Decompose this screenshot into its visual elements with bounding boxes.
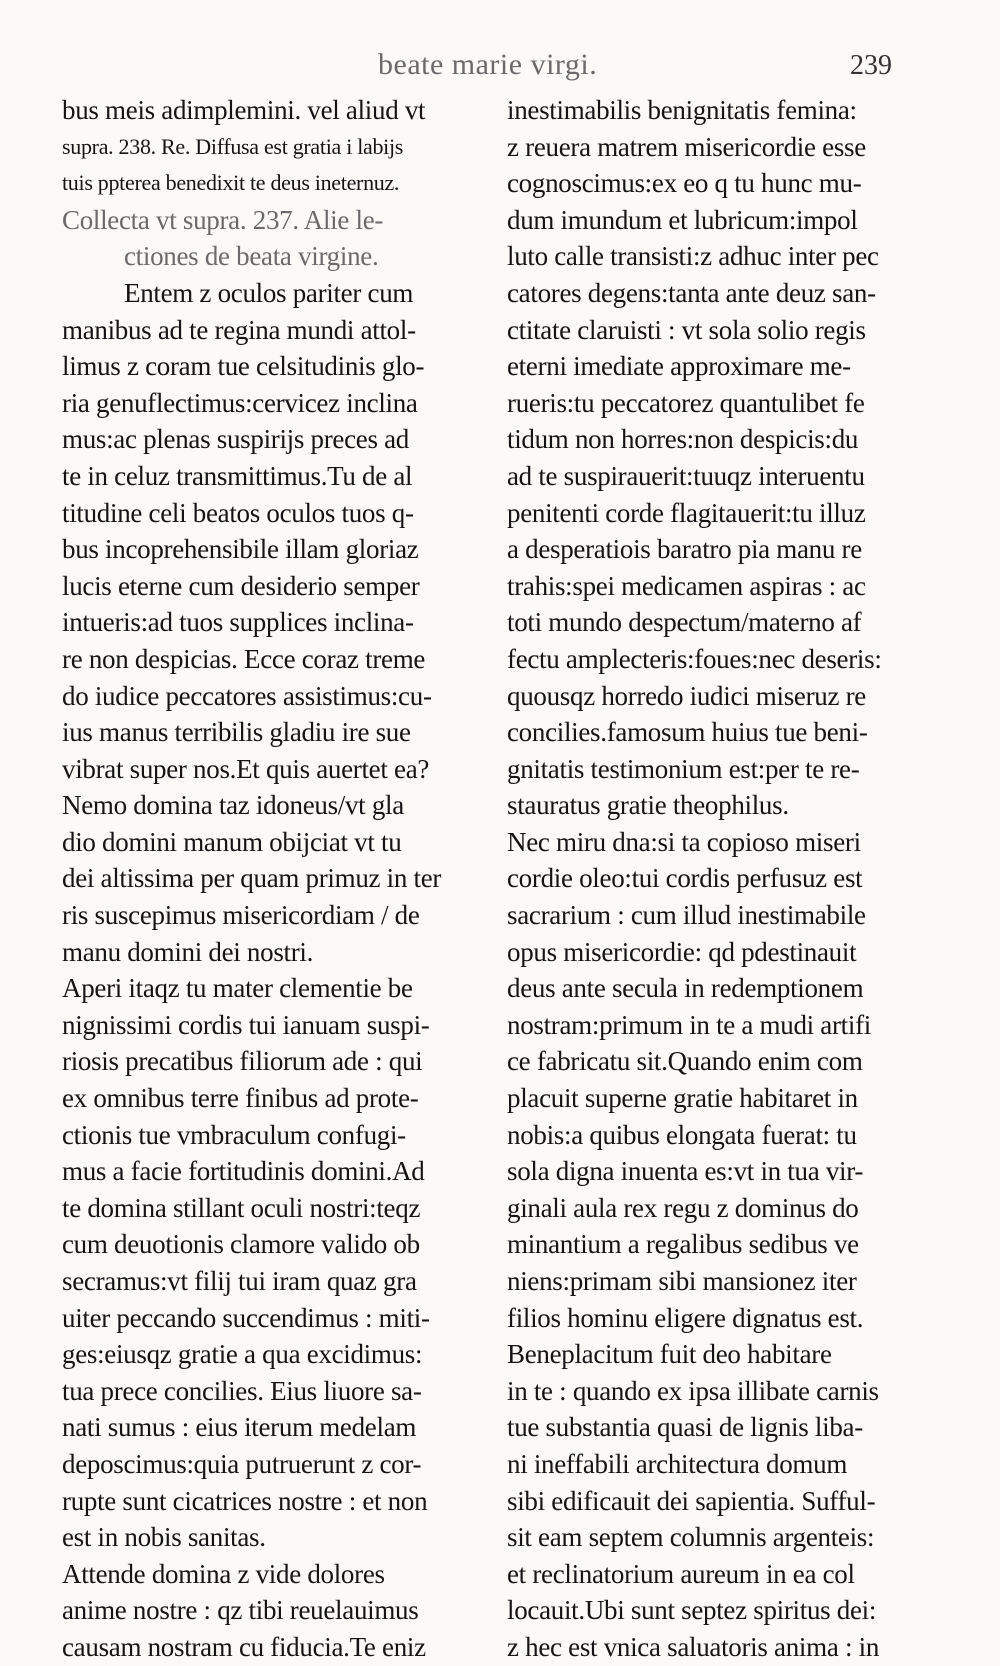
- text-line: minantium a regalibus sedibus ve: [507, 1229, 859, 1260]
- text-line: vibrat super nos.Et quis auertet ea?: [62, 753, 430, 784]
- text-line: bus meis adimplemini. vel aliud vt: [62, 95, 426, 125]
- text-line: Entem z oculos pariter cum: [124, 277, 414, 308]
- text-line: ges:eiusqz gratie a qua excidimus:: [62, 1339, 423, 1370]
- text-line: niens:primam sibi mansionez iter: [507, 1266, 857, 1296]
- text-line: nostram:primum in te a mudi artifi: [507, 1009, 871, 1040]
- text-line: eterni imediate approximare me-: [507, 351, 851, 382]
- text-line: trahis:spei medicamen aspiras : ac: [507, 570, 866, 601]
- text-line: do iudice peccatores assistimus:cu-: [62, 680, 432, 711]
- text-line: manibus ad te regina mundi attol-: [62, 314, 416, 345]
- text-line: gnitatis testimonium est:per te re-: [507, 753, 860, 784]
- text-line: uiter peccando succendimus : miti-: [62, 1302, 430, 1333]
- text-line: Attende domina z vide dolores: [62, 1558, 385, 1589]
- text-line: limus z coram tue celsitudinis glo-: [62, 351, 425, 382]
- text-line: penitenti corde flagitauerit:tu illuz: [507, 497, 866, 528]
- text-line: te in celuz transmittimus.Tu de al: [62, 460, 413, 491]
- text-line: ni ineffabili architectura domum: [507, 1448, 848, 1479]
- text-line: te domina stillant oculi nostri:teqz: [62, 1192, 421, 1223]
- text-line: inestimabilis benignitatis femina:: [507, 95, 857, 125]
- text-line: luto calle transisti:z adhuc inter pec: [507, 241, 879, 272]
- text-line: nignissimi cordis tui ianuam suspi-: [62, 1009, 430, 1040]
- text-line: Aperi itaqz tu mater clementie be: [62, 973, 413, 1004]
- text-line: manu domini dei nostri.: [62, 936, 314, 967]
- text-line: cordie oleo:tui cordis perfusuz est: [507, 863, 863, 894]
- text-line: fectu amplecteris:foues:nec deseris:: [507, 643, 882, 674]
- text-line: quousqz horredo iudici miseruz re: [507, 680, 866, 711]
- text-line: stauratus gratie theophilus.: [507, 790, 789, 821]
- text-line: nobis:a quibus elongata fuerat: tu: [507, 1119, 857, 1150]
- text-line: concilies.famosum huius tue beni-: [507, 717, 868, 748]
- text-line: titudine celi beatos oculos tuos q-: [62, 497, 414, 528]
- text-line: deposcimus:quia putruerunt z cor-: [62, 1448, 422, 1479]
- text-line: z reuera matrem misericordie esse: [507, 131, 866, 162]
- text-line: a desperatiois baratro pia manu re: [507, 534, 862, 565]
- page-header: [0, 48, 1000, 88]
- text-line: ris suscepimus misericordiam / de: [62, 900, 420, 931]
- text-line: intueris:ad tuos supplices inclina-: [62, 607, 414, 638]
- text-line: tue substantia quasi de lignis liba-: [507, 1412, 863, 1443]
- text-line: mus a facie fortitudinis domini.Ad: [62, 1156, 425, 1187]
- text-line: rupte sunt cicatrices nostre : et non: [62, 1485, 428, 1516]
- text-line: sibi edificauit dei sapientia. Sufful-: [507, 1485, 876, 1516]
- text-line: ria genuflectimus:cervicez inclina: [62, 387, 418, 418]
- right-text-column: [507, 92, 927, 1666]
- text-line: dio domini manum obijciat vt tu: [62, 826, 402, 857]
- text-line: placuit superne gratie habitaret in: [507, 1083, 858, 1114]
- text-line: est in nobis sanitas.: [62, 1522, 266, 1553]
- text-line: sola digna inuenta es:vt in tua vir-: [507, 1156, 864, 1187]
- text-line: tuis ppterea benedixit te deus ineternuz.: [62, 170, 400, 196]
- text-line: mus:ac plenas suspirijs preces ad: [62, 424, 410, 455]
- text-line: dei altissima per quam primuz in ter: [62, 863, 442, 894]
- text-line: supra. 238. Re. Diffusa est gratia i labijs: [62, 133, 404, 159]
- text-line: sacrarium : cum illud inestimabile: [507, 900, 866, 931]
- text-line: ad te suspirauerit:tuuqz interuentu: [507, 460, 865, 491]
- text-line: cum deuotionis clamore valido ob: [62, 1229, 420, 1260]
- text-line: locauit.Ubi sunt septez spiritus dei:: [507, 1595, 877, 1626]
- page-number: 239: [850, 50, 892, 81]
- text-line: ex omnibus terre finibus ad prote-: [62, 1083, 419, 1114]
- left-text-column: [62, 92, 472, 1666]
- text-line: ginali aula rex regu z dominus do: [507, 1192, 859, 1223]
- text-line: ctitate claruisti : vt sola solio regis: [507, 314, 866, 345]
- text-line: dum imundum et lubricum:impol: [507, 204, 858, 235]
- text-line: ctiones de beata virgine.: [124, 241, 379, 272]
- text-line: tua prece concilies. Eius liuore sa-: [62, 1375, 422, 1406]
- text-line: Collecta vt supra. 237. Alie le-: [62, 204, 384, 235]
- text-line: in te : quando ex ipsa illibate carnis: [507, 1375, 879, 1406]
- text-line: Nemo domina taz idoneus/vt gla: [62, 790, 404, 821]
- text-line: sit eam septem columnis argenteis:: [507, 1522, 875, 1553]
- text-line: causam nostram cu fiducia.Te eniz: [62, 1631, 426, 1662]
- text-line: riosis precatibus filiorum ade : qui: [62, 1046, 423, 1077]
- text-line: re non despicias. Ecce coraz treme: [62, 643, 426, 674]
- text-line: z hec est vnica saluatoris anima : in: [507, 1631, 880, 1662]
- text-line: Nec miru dna:si ta copioso miseri: [507, 826, 861, 857]
- text-line: anime nostre : qz tibi reuelauimus: [62, 1595, 419, 1626]
- running-title: beate marie virgi.: [378, 48, 598, 81]
- text-line: Beneplacitum fuit deo habitare: [507, 1339, 832, 1370]
- text-line: bus incoprehensibile illam gloriaz: [62, 534, 419, 565]
- text-line: et reclinatorium aureum in ea col: [507, 1558, 855, 1589]
- text-line: opus misericordie: qd pdestinauit: [507, 936, 857, 967]
- text-line: toti mundo despectum/materno af: [507, 607, 862, 638]
- text-line: ctionis tue vmbraculum confugi-: [62, 1119, 406, 1150]
- text-line: cognoscimus:ex eo q tu hunc mu-: [507, 168, 862, 199]
- text-line: lucis eterne cum desiderio semper: [62, 570, 420, 601]
- text-line: tidum non horres:non despicis:du: [507, 424, 859, 455]
- text-line: filios hominu eligere dignatus est.: [507, 1302, 864, 1333]
- text-line: deus ante secula in redemptionem: [507, 973, 864, 1004]
- text-line: ce fabricatu sit.Quando enim com: [507, 1046, 863, 1077]
- text-line: secramus:vt filij tui iram quaz gra: [62, 1266, 417, 1296]
- text-line: ius manus terribilis gladiu ire sue: [62, 717, 411, 748]
- text-line: rueris:tu peccatorez quantulibet fe: [507, 387, 865, 418]
- text-line: nati sumus : eius iterum medelam: [62, 1412, 417, 1443]
- text-line: catores degens:tanta ante deuz san-: [507, 277, 876, 308]
